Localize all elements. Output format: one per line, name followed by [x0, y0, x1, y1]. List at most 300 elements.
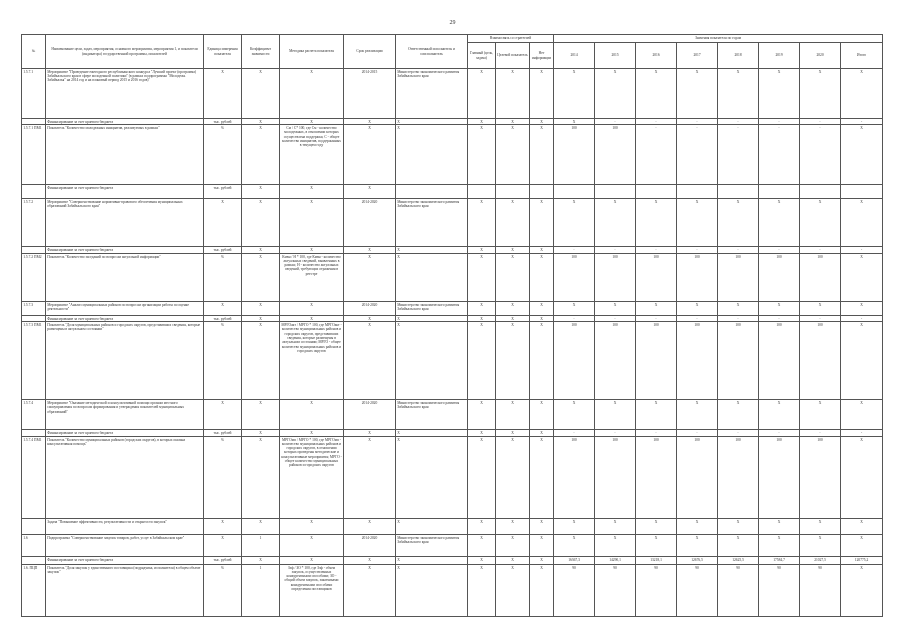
- cell-year-value: 12676,5: [677, 556, 718, 564]
- cell-method: МРГОакт / МРГО * 100, где МРГОакт - количество муниципальных районов и городских округов, представивших сведения, которые размещены в актуальном состоянии; МРГО - общее количество муниципальных районов и городских округов: [280, 322, 344, 400]
- cell-coef: 1: [242, 564, 280, 616]
- cell-name: Мероприятие "Проведение ежегодного республиканского конкурса "Лучший проект (программа) Забайкальского края в сфере молодежной политики" (в рамках подпрограммы "Молодежь Забайкалья" на 2014 год и на плановый период 2015 и 2016 годов)": [46, 69, 204, 119]
- cell-no-info: Х: [530, 301, 554, 315]
- table-row: [22, 556, 883, 564]
- cell-num: 1.5.7.4: [22, 400, 46, 430]
- cell-term: 2014-2020: [344, 534, 396, 556]
- cell-year-value: 100: [759, 253, 800, 301]
- cell-name: Финансирование за счет краевого бюджета: [46, 315, 204, 321]
- header-year: 2019: [759, 43, 800, 69]
- cell-year-value: Х: [636, 518, 677, 534]
- cell-total: Х: [841, 69, 883, 119]
- cell-total: -: [841, 315, 883, 321]
- header-no-info: Нет информации: [530, 43, 554, 69]
- cell-name: Мероприятие "Анализ муниципальных районов по вопросам организации работы по оценке деятельности": [46, 301, 204, 315]
- cell-year-value: Х: [677, 518, 718, 534]
- table-row: [22, 301, 883, 315]
- cell-num: 1.5.7.1: [22, 69, 46, 119]
- cell-target: Х: [496, 534, 530, 556]
- cell-coef: Х: [242, 430, 280, 436]
- cell-coef: Х: [242, 518, 280, 534]
- cell-no-info: Х: [530, 247, 554, 253]
- cell-year-value: Х: [800, 518, 841, 534]
- cell-year-value: 100: [636, 436, 677, 518]
- cell-year-value: -: [800, 315, 841, 321]
- cell-coef: Х: [242, 301, 280, 315]
- cell-year-value: [554, 185, 595, 199]
- cell-term: Х: [344, 556, 396, 564]
- cell-goal: Х: [468, 315, 496, 321]
- cell-total: [841, 185, 883, 199]
- cell-total: Х: [841, 534, 883, 556]
- cell-year-value: -: [595, 247, 636, 253]
- cell-year-value: -: [759, 119, 800, 125]
- cell-unit: тыс. рублей: [204, 119, 242, 125]
- cell-year-value: -: [718, 430, 759, 436]
- cell-year-value: -: [677, 430, 718, 436]
- cell-unit: Х: [204, 69, 242, 119]
- cell-year-value: -: [677, 125, 718, 185]
- cell-term: Х: [344, 564, 396, 616]
- cell-name: Финансирование за счет краевого бюджета: [46, 119, 204, 125]
- cell-year-value: [677, 185, 718, 199]
- cell-method: Х: [280, 69, 344, 119]
- cell-responsible: Министерство экономического развития Забайкальского края: [396, 301, 468, 315]
- cell-year-value: -: [677, 119, 718, 125]
- cell-coef: Х: [242, 69, 280, 119]
- cell-year-value: 12625,5: [718, 556, 759, 564]
- cell-year-value: -: [759, 247, 800, 253]
- cell-year-value: Х: [595, 400, 636, 430]
- cell-year-value: Х: [800, 199, 841, 247]
- cell-goal: Х: [468, 125, 496, 185]
- header-year: 2015: [595, 43, 636, 69]
- cell-method: Х: [280, 400, 344, 430]
- cell-unit: тыс. рублей: [204, 315, 242, 321]
- cell-method: Х: [280, 301, 344, 315]
- cell-year-value: 100: [800, 253, 841, 301]
- cell-year-value: -: [554, 315, 595, 321]
- cell-name: Показатель "Доля муниципальных районов и городских округов, представивших сведения, которые размещены в актуальном состоянии": [46, 322, 204, 400]
- cell-unit: %: [204, 564, 242, 616]
- cell-goal: Х: [468, 400, 496, 430]
- header-num: №: [22, 35, 46, 69]
- cell-method: Х: [280, 518, 344, 534]
- cell-year-value: Х: [759, 301, 800, 315]
- cell-year-value: -: [554, 430, 595, 436]
- cell-responsible: Министерство экономического развития Забайкальского края: [396, 69, 468, 119]
- cell-coef: Х: [242, 322, 280, 400]
- cell-year-value: Х: [718, 69, 759, 119]
- cell-target: Х: [496, 199, 530, 247]
- cell-year-value: 100: [718, 253, 759, 301]
- cell-term: 2014-2020: [344, 199, 396, 247]
- cell-unit: Х: [204, 400, 242, 430]
- cell-num: 1.5.7.1 ПМ1: [22, 125, 46, 185]
- cell-year-value: -: [718, 125, 759, 185]
- cell-unit: Х: [204, 534, 242, 556]
- cell-responsible: Х: [396, 564, 468, 616]
- cell-no-info: Х: [530, 119, 554, 125]
- cell-responsible: Х: [396, 247, 468, 253]
- cell-term: Х: [344, 125, 396, 185]
- table-row: [22, 185, 883, 199]
- cell-year-value: Х: [554, 119, 595, 125]
- cell-goal: Х: [468, 556, 496, 564]
- table-row: [22, 199, 883, 247]
- cell-num: 1.5.7.3: [22, 301, 46, 315]
- cell-year-value: [759, 185, 800, 199]
- cell-year-value: Х: [759, 518, 800, 534]
- cell-coef: Х: [242, 253, 280, 301]
- cell-num: 1.5.7.3 ПМ1: [22, 322, 46, 400]
- cell-unit: %: [204, 322, 242, 400]
- cell-target: [496, 185, 530, 199]
- cell-year-value: -: [677, 315, 718, 321]
- cell-total: Х: [841, 400, 883, 430]
- cell-goal: Х: [468, 247, 496, 253]
- cell-year-value: Х: [677, 199, 718, 247]
- cell-year-value: -: [636, 315, 677, 321]
- cell-coef: Х: [242, 247, 280, 253]
- cell-responsible: [396, 185, 468, 199]
- cell-total: Х: [841, 564, 883, 616]
- cell-target: Х: [496, 564, 530, 616]
- cell-goal: Х: [468, 436, 496, 518]
- cell-year-value: 100: [554, 125, 595, 185]
- header-responsible: Ответственный исполнитель и соисполнитель: [396, 35, 468, 69]
- cell-responsible: Х: [396, 315, 468, 321]
- cell-year-value: Х: [718, 534, 759, 556]
- cell-year-value: [636, 185, 677, 199]
- cell-unit: Х: [204, 199, 242, 247]
- cell-responsible: Х: [396, 430, 468, 436]
- cell-total: Х: [841, 253, 883, 301]
- cell-method: Х: [280, 534, 344, 556]
- cell-year-value: Х: [595, 518, 636, 534]
- cell-year-value: Х: [595, 69, 636, 119]
- cell-method: Cм / C* 100, где Cм - количество молодежных, в отношении которых осуществлена поддержка; C - общее количество инициатив, поддержанных в текущем году: [280, 125, 344, 185]
- cell-year-value: 100: [554, 253, 595, 301]
- cell-unit: %: [204, 436, 242, 518]
- cell-no-info: Х: [530, 436, 554, 518]
- cell-target: Х: [496, 125, 530, 185]
- header-unit: Единица измерения показателя: [204, 35, 242, 69]
- cell-year-value: -: [595, 119, 636, 125]
- cell-year-value: 90: [554, 564, 595, 616]
- cell-year-value: 17584,7: [759, 556, 800, 564]
- cell-year-value: 100: [800, 436, 841, 518]
- cell-goal: Х: [468, 69, 496, 119]
- cell-name: Задача "Повышение эффективности, результативности и открытости закупок": [46, 518, 204, 534]
- table-row: [22, 400, 883, 430]
- cell-year-value: -: [759, 125, 800, 185]
- cell-year-value: Х: [554, 301, 595, 315]
- cell-no-info: [530, 185, 554, 199]
- header-year: 2020: [800, 43, 841, 69]
- cell-total: -: [841, 247, 883, 253]
- table-row: [22, 518, 883, 534]
- cell-responsible: Х: [396, 322, 468, 400]
- cell-year-value: -: [595, 430, 636, 436]
- cell-coef: Х: [242, 556, 280, 564]
- cell-no-info: Х: [530, 430, 554, 436]
- cell-responsible: Х: [396, 253, 468, 301]
- cell-year-value: 100: [554, 322, 595, 400]
- cell-name: Финансирование за счет краевого бюджета: [46, 185, 204, 199]
- header-group-link: Взаимосвязь со стратегией: [468, 35, 554, 43]
- cell-method: Х: [280, 119, 344, 125]
- cell-year-value: -: [595, 315, 636, 321]
- cell-no-info: Х: [530, 564, 554, 616]
- table-row: [22, 253, 883, 301]
- cell-year-value: 100: [554, 436, 595, 518]
- table-row: [22, 69, 883, 119]
- table-row: [22, 534, 883, 556]
- cell-year-value: -: [636, 430, 677, 436]
- cell-name: Показатель "Количество заседаний по вопросам актуальной информации": [46, 253, 204, 301]
- cell-year-value: Х: [636, 69, 677, 119]
- header-year: 2018: [718, 43, 759, 69]
- cell-year-value: Х: [554, 69, 595, 119]
- cell-total: Х: [841, 301, 883, 315]
- cell-name: Финансирование за счет краевого бюджета: [46, 556, 204, 564]
- cell-term: 2014-2015: [344, 69, 396, 119]
- cell-year-value: Х: [718, 301, 759, 315]
- cell-year-value: Х: [554, 199, 595, 247]
- table-row: [22, 564, 883, 616]
- cell-goal: Х: [468, 564, 496, 616]
- cell-target: Х: [496, 301, 530, 315]
- cell-goal: Х: [468, 322, 496, 400]
- cell-goal: Х: [468, 199, 496, 247]
- cell-no-info: Х: [530, 400, 554, 430]
- cell-responsible: Министерство экономического развития Забайкальского края: [396, 199, 468, 247]
- cell-year-value: 90: [595, 564, 636, 616]
- header-method: Методика расчета показателя: [280, 35, 344, 69]
- cell-year-value: Х: [718, 400, 759, 430]
- cell-year-value: Х: [677, 301, 718, 315]
- header-name: Наименование цели, задач, мероприятия, основного мероприятия, мероприятия 1, и показатели (индикатора) государственной программы, показателей: [46, 35, 204, 69]
- cell-year-value: -: [554, 247, 595, 253]
- cell-term: 2014-2020: [344, 301, 396, 315]
- cell-year-value: 100: [595, 322, 636, 400]
- cell-target: Х: [496, 253, 530, 301]
- cell-year-value: 90: [636, 564, 677, 616]
- cell-year-value: Х: [759, 199, 800, 247]
- cell-unit: %: [204, 125, 242, 185]
- cell-year-value: 100: [595, 253, 636, 301]
- cell-method: Х: [280, 247, 344, 253]
- cell-year-value: -: [677, 247, 718, 253]
- cell-name: Подпрограмма "Совершенствование закупок товаров, работ, услуг в Забайкальском крае": [46, 534, 204, 556]
- header-term: Срок реализации: [344, 35, 396, 69]
- cell-no-info: Х: [530, 125, 554, 185]
- cell-year-value: 100: [677, 436, 718, 518]
- cell-num: [22, 518, 46, 534]
- header-target: Целевой показатель: [496, 43, 530, 69]
- cell-name: Показатель "Доля закупок у единственного поставщика (подрядчика, исполнителя) в общем объеме закупок": [46, 564, 204, 616]
- cell-method: Х: [280, 556, 344, 564]
- cell-responsible: Министерство экономического развития Забайкальского края: [396, 534, 468, 556]
- cell-year-value: [800, 185, 841, 199]
- cell-target: Х: [496, 430, 530, 436]
- cell-term: Х: [344, 436, 396, 518]
- header-group-values: Значения показателя по годам: [554, 35, 883, 43]
- cell-year-value: 100: [759, 436, 800, 518]
- cell-term: Х: [344, 322, 396, 400]
- cell-coef: Х: [242, 199, 280, 247]
- cell-coef: Х: [242, 125, 280, 185]
- cell-year-value: Х: [595, 534, 636, 556]
- cell-year-value: -: [800, 430, 841, 436]
- cell-year-value: Х: [800, 534, 841, 556]
- cell-responsible: Министерство экономического развития Забайкальского края: [396, 400, 468, 430]
- cell-year-value: 100: [677, 322, 718, 400]
- cell-year-value: Х: [759, 69, 800, 119]
- cell-year-value: -: [800, 247, 841, 253]
- cell-year-value: Х: [636, 534, 677, 556]
- cell-num: 1.6: [22, 534, 46, 556]
- cell-target: Х: [496, 400, 530, 430]
- cell-goal: Х: [468, 253, 496, 301]
- cell-year-value: 100: [636, 322, 677, 400]
- cell-unit: тыс. рублей: [204, 247, 242, 253]
- cell-target: Х: [496, 69, 530, 119]
- cell-unit: тыс. рублей: [204, 556, 242, 564]
- cell-term: Х: [344, 185, 396, 199]
- cell-year-value: 100: [636, 253, 677, 301]
- cell-no-info: Х: [530, 69, 554, 119]
- cell-year-value: Х: [554, 518, 595, 534]
- cell-responsible: Х: [396, 125, 468, 185]
- cell-year-value: 90: [800, 564, 841, 616]
- cell-total: Х: [841, 518, 883, 534]
- cell-year-value: 90: [677, 564, 718, 616]
- cell-total: Х: [841, 125, 883, 185]
- cell-total: -: [841, 119, 883, 125]
- cell-no-info: Х: [530, 534, 554, 556]
- cell-coef: Х: [242, 315, 280, 321]
- cell-year-value: -: [718, 247, 759, 253]
- cell-year-value: [595, 185, 636, 199]
- cell-no-info: Х: [530, 556, 554, 564]
- cell-year-value: -: [636, 125, 677, 185]
- cell-year-value: Х: [636, 199, 677, 247]
- cell-year-value: Х: [718, 199, 759, 247]
- cell-method: Кмвн / Н * 100, где Кмвн - количество актуальных сведений, выявленных в рамках; Н - количество актуальных сведений, требующих отражения в реестре: [280, 253, 344, 301]
- cell-no-info: Х: [530, 315, 554, 321]
- cell-term: 2014-2020: [344, 400, 396, 430]
- cell-coef: 1: [242, 534, 280, 556]
- cell-name: Мероприятие "Совершенствование нормативно-правового обеспечения муниципальных образований Забайкальского края": [46, 199, 204, 247]
- cell-coef: Х: [242, 436, 280, 518]
- cell-year-value: -: [636, 247, 677, 253]
- cell-total: Х: [841, 199, 883, 247]
- cell-year-value: [718, 185, 759, 199]
- cell-year-value: Х: [554, 534, 595, 556]
- cell-responsible: Х: [396, 119, 468, 125]
- cell-method: Х: [280, 185, 344, 199]
- table-row: [22, 125, 883, 185]
- cell-method: Х: [280, 315, 344, 321]
- header-year: 2014: [554, 43, 595, 69]
- cell-year-value: 100: [718, 322, 759, 400]
- program-indicators-table: [21, 34, 883, 617]
- cell-name: Показатель "Количество муниципальных районов (городских округов), в которых оказана консультативная помощь": [46, 436, 204, 518]
- cell-unit: тыс. рублей: [204, 430, 242, 436]
- cell-term: Х: [344, 247, 396, 253]
- cell-goal: Х: [468, 430, 496, 436]
- cell-no-info: Х: [530, 199, 554, 247]
- cell-year-value: Х: [677, 400, 718, 430]
- header-coef: Коэффициент значимости: [242, 35, 280, 69]
- cell-year-value: -: [718, 119, 759, 125]
- cell-name: Мероприятие "Оказание методической и консультативной помощи органам местного самоуправления по вопросам формирования и утверждения показателей муниципальных образований": [46, 400, 204, 430]
- cell-num: 1.5.7.2 ПМ2: [22, 253, 46, 301]
- cell-year-value: 100: [595, 436, 636, 518]
- cell-coef: Х: [242, 400, 280, 430]
- cell-coef: Х: [242, 119, 280, 125]
- cell-target: Х: [496, 322, 530, 400]
- cell-year-value: 21027,5: [800, 556, 841, 564]
- cell-year-value: Х: [759, 534, 800, 556]
- cell-num: [22, 556, 46, 564]
- cell-no-info: Х: [530, 253, 554, 301]
- cell-unit: Х: [204, 301, 242, 315]
- cell-year-value: 13218,1: [636, 556, 677, 564]
- cell-target: Х: [496, 247, 530, 253]
- cell-goal: Х: [468, 534, 496, 556]
- cell-responsible: Х: [396, 556, 468, 564]
- cell-target: Х: [496, 119, 530, 125]
- header-goal: Главный (цель, задача): [468, 43, 496, 69]
- cell-target: Х: [496, 436, 530, 518]
- cell-num: 1.5.7.4 ПМ1: [22, 436, 46, 518]
- table-row: [22, 322, 883, 400]
- cell-year-value: 16367,3: [554, 556, 595, 564]
- cell-year-value: Х: [595, 199, 636, 247]
- cell-goal: Х: [468, 301, 496, 315]
- cell-goal: Х: [468, 518, 496, 534]
- header-year: 2017: [677, 43, 718, 69]
- header-year: 2016: [636, 43, 677, 69]
- cell-year-value: -: [718, 315, 759, 321]
- cell-year-value: Х: [677, 534, 718, 556]
- cell-method: Зэф / ЗО * 100, где Зэф - объем закупок, осуществленных конкурентными способами; ЗО - общий объем закупок, заказчиками конкурентными способами определения поставщиков: [280, 564, 344, 616]
- cell-num: [22, 185, 46, 199]
- cell-year-value: -: [759, 315, 800, 321]
- cell-no-info: Х: [530, 518, 554, 534]
- cell-term: Х: [344, 119, 396, 125]
- cell-year-value: Х: [595, 301, 636, 315]
- cell-year-value: Х: [759, 400, 800, 430]
- page-number: 29: [449, 20, 456, 26]
- cell-total: Х: [841, 436, 883, 518]
- table-row: [22, 436, 883, 518]
- cell-term: Х: [344, 518, 396, 534]
- cell-name: Показатель "Количество молодежных инициатив, реализуемых в рамках": [46, 125, 204, 185]
- cell-year-value: -: [636, 119, 677, 125]
- cell-year-value: 90: [718, 564, 759, 616]
- cell-responsible: Х: [396, 436, 468, 518]
- cell-unit: %: [204, 253, 242, 301]
- cell-year-value: Х: [636, 301, 677, 315]
- cell-name: Финансирование за счет краевого бюджета: [46, 247, 204, 253]
- header-total: Итого: [841, 43, 883, 69]
- cell-total: 120775,2: [841, 556, 883, 564]
- cell-total: -: [841, 430, 883, 436]
